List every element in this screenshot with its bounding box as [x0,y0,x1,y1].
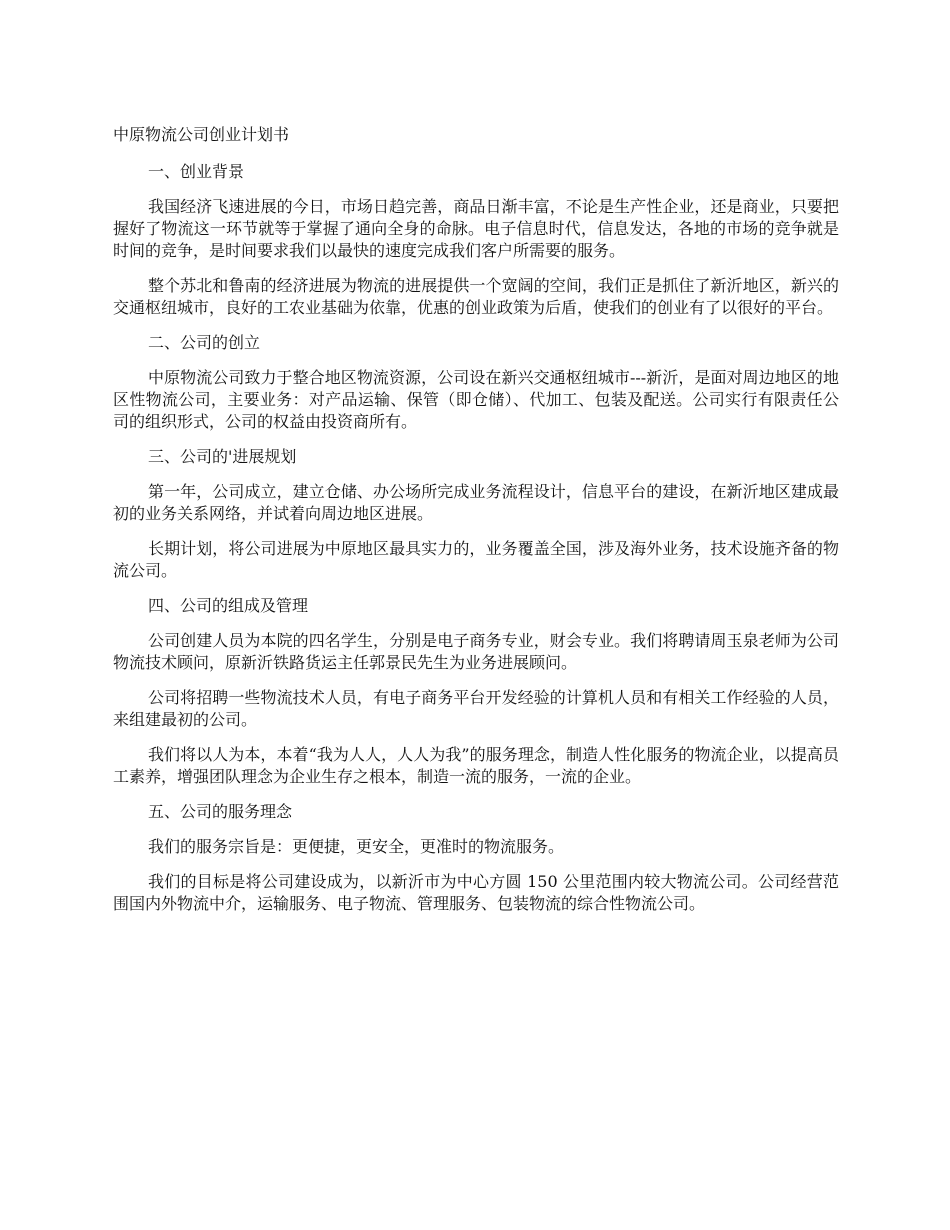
section-heading: 四、公司的组成及管理 [148,596,309,615]
section-heading: 五、公司的服务理念 [148,802,293,821]
body-paragraph: 中原物流公司致力于整合地区物流资源，公司设在新兴交通枢纽城市---新沂，是面对周边地区的地区性物流公司，主要业务：对产品运输、保管（即仓储）、代加工、包装及配送。公司实行有限责任公司的组织形式，公司的权益由投资商所有。 [113,368,839,431]
body-paragraph: 第一年，公司成立，建立仓储、办公场所完成业务流程设计，信息平台的建设，在新沂地区建成最初的业务关系网络，并试着向周边地区进展。 [113,482,839,523]
body-paragraph: 整个苏北和鲁南的经济进展为物流的进展提供一个宽阔的空间，我们正是抓住了新沂地区，新兴的交通枢纽城市，良好的工农业基础为依靠，优惠的创业政策为后盾，使我们的创业有了以很好的平台。 [113,276,839,317]
body-paragraph: 公司创建人员为本院的四名学生，分别是电子商务专业，财会专业。我们将聘请周玉泉老师为公司物流技术顾问，原新沂铁路货运主任郭景民先生为业务进展顾问。 [113,631,839,672]
section-heading: 二、公司的创立 [148,333,261,352]
document-page [113,124,839,928]
body-paragraph: 公司将招聘一些物流技术人员，有电子商务平台开发经验的计算机人员和有相关工作经验的人员，来组建最初的公司。 [113,688,839,729]
body-paragraph: 我国经济飞速进展的今日，市场日趋完善，商品日渐丰富，不论是生产性企业，还是商业，只要把握好了物流这一环节就等于掌握了通向全身的命脉。电子信息时代，信息发达，各地的市场的竞争就是时间的竞争，是时间要求我们以最快的速度完成我们客户所需要的服务。 [113,197,839,260]
body-paragraph: 我们的目标是将公司建设成为，以新沂市为中心方圆 150 公里范围内较大物流公司。公司经营范围国内外物流中介，运输服务、电子物流、管理服务、包装物流的综合性物流公司。 [113,872,839,913]
body-paragraph: 我们的服务宗旨是：更便捷，更安全，更准时的物流服务。 [148,837,565,856]
section-heading: 一、创业背景 [148,162,245,181]
section-heading: 三、公司的'进展规划 [148,447,297,466]
body-paragraph: 长期计划，将公司进展为中原地区最具实力的，业务覆盖全国，涉及海外业务，技术设施齐备的物流公司。 [113,539,839,580]
document-title: 中原物流公司创业计划书 [113,125,290,144]
body-paragraph: 我们将以人为本，本着“我为人人，人人为我”的服务理念，制造人性化服务的物流企业，以提高员工素养，增强团队理念为企业生存之根本，制造一流的服务，一流的企业。 [113,745,839,786]
